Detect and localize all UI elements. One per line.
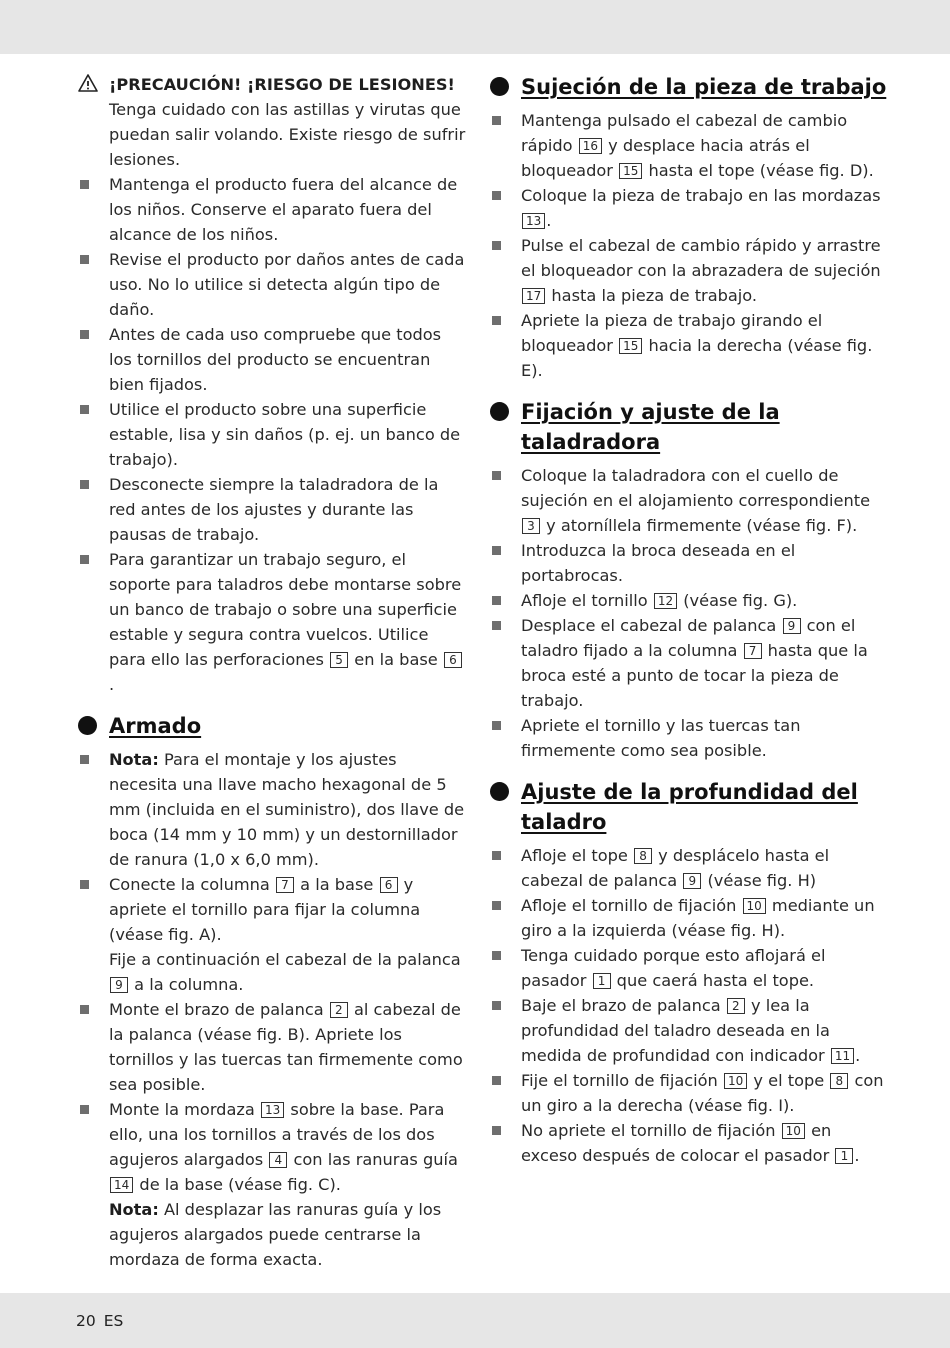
list-item: Coloque la taladradora con el cuello de sujeción en el alojamiento correspondiente 3 y atorníllela firmemente (véase fig. F). [490,463,890,538]
list-item: No apriete el tornillo de fijación 10 en exceso después de colocar el pasador 1 . [490,1118,890,1168]
square-bullet-icon [492,191,501,200]
part-reference: 8 [634,848,652,864]
page-footer [76,1312,131,1330]
square-bullet-icon [80,555,89,564]
section-title: Sujeción de la pieza de trabajo [521,75,887,99]
part-reference: 15 [619,338,642,354]
part-reference: 13 [522,213,545,229]
part-reference: 10 [782,1123,805,1139]
section-dot-icon [490,782,509,801]
list-item: Utilice el producto sobre una superficie estable, lisa y sin daños (p. ej. un banco de trabajo). [78,397,468,472]
part-reference: 12 [654,593,677,609]
square-bullet-icon [80,755,89,764]
part-reference: 14 [110,1177,133,1193]
square-bullet-icon [80,880,89,889]
square-bullet-icon [492,721,501,730]
list-item: Afloje el tornillo de fijación 10 mediante un giro a la izquierda (véase fig. H). [490,893,890,943]
square-bullet-icon [80,1005,89,1014]
square-bullet-icon [492,116,501,125]
square-bullet-icon [80,330,89,339]
section-heading-armado [78,711,468,741]
list-item: Pulse el cabezal de cambio rápido y arrastre el bloqueador con la abrazadera de sujeción 17 hasta la pieza de trabajo. [490,233,890,308]
square-bullet-icon [492,621,501,630]
square-bullet-icon [492,546,501,555]
square-bullet-icon [492,471,501,480]
square-bullet-icon [492,851,501,860]
part-reference: 2 [727,998,745,1014]
list-item: Antes de cada uso compruebe que todos los tornillos del producto se encuentran bien fijados. [78,322,468,397]
square-bullet-icon [492,596,501,605]
warning-title: ¡PRECAUCIÓN! ¡RIESGO DE LESIONES! [109,75,455,94]
section-heading-profundidad [490,777,890,837]
section-title: Armado [109,714,202,738]
section-dot-icon [490,77,509,96]
list-item: Afloje el tornillo 12 (véase fig. G). [490,588,890,613]
footer-band [0,1293,950,1348]
part-reference: 7 [744,643,762,659]
part-reference: 16 [579,138,602,154]
list-item: Mantenga el producto fuera del alcance de los niños. Conserve el aparato fuera del alcance de los niños. [78,172,468,247]
part-reference: 17 [522,288,545,304]
list-item: Baje el brazo de palanca 2 y lea la profundidad del taladro deseada en la medida de profundidad con indicador 11 . [490,993,890,1068]
part-reference: 5 [330,652,348,668]
list-item: Mantenga pulsado el cabezal de cambio rápido 16 y desplace hacia atrás el bloqueador 15 hasta el tope (véase fig. D). [490,108,890,183]
square-bullet-icon [80,480,89,489]
right-column [490,72,890,1168]
square-bullet-icon [492,951,501,960]
part-reference: 11 [831,1048,854,1064]
part-reference: 9 [110,977,128,993]
part-reference: 13 [261,1102,284,1118]
part-reference: 1 [593,973,611,989]
list-item: Tenga cuidado porque esto aflojará el pasador 1 que caerá hasta el tope. [490,943,890,993]
section-heading-sujecion [490,72,890,102]
part-reference: 3 [522,518,540,534]
part-reference: 9 [683,873,701,889]
square-bullet-icon [492,1126,501,1135]
part-reference: 10 [743,898,766,914]
list-item: Para garantizar un trabajo seguro, el soporte para taladros debe montarse sobre un banco de trabajo o sobre una superficie estable y segura contra vuelcos. Utilice para ello las perforaciones 5 en la base 6. [78,547,468,697]
part-reference: 6 [380,877,398,893]
square-bullet-icon [492,901,501,910]
page-language: ES [103,1312,124,1330]
warning-notice [78,72,468,172]
part-reference: 8 [830,1073,848,1089]
part-reference: 7 [276,877,294,893]
warning-text: Tenga cuidado con las astillas y virutas que puedan salir volando. Existe riesgo de sufrir lesiones. [109,100,466,169]
square-bullet-icon [80,255,89,264]
part-reference: 1 [835,1148,853,1164]
square-bullet-icon [492,1001,501,1010]
part-reference: 15 [619,163,642,179]
page-number: 20 [76,1312,96,1330]
section-dot-icon [78,716,97,735]
part-reference: 4 [269,1152,287,1168]
square-bullet-icon [80,1105,89,1114]
section-heading-fijacion [490,397,890,457]
section-title: Fijación y ajuste de la taladradora [521,400,780,454]
square-bullet-icon [80,405,89,414]
list-item: Introduzca la broca deseada en el portabrocas. [490,538,890,588]
square-bullet-icon [80,180,89,189]
list-item: Conecte la columna 7 a la base 6 y apriete el tornillo para fijar la columna (véase fig. A). Fije a continuación el cabezal de la palanca 9 a la columna. [78,872,468,997]
list-item: Nota: Para el montaje y los ajustes necesita una llave macho hexagonal de 5 mm (incluida en el suministro), dos llave de boca (14 mm y 10 mm) y un destornillador de ranura (1,0 x 6,0 mm). [78,747,468,872]
header-band [0,0,950,54]
list-item: Monte el brazo de palanca 2 al cabezal de la palanca (véase fig. B). Apriete los tornillos y las tuercas tan firmemente como sea posible. [78,997,468,1097]
part-reference: 6 [444,652,462,668]
list-item: Apriete el tornillo y las tuercas tan firmemente como sea posible. [490,713,890,763]
left-column [78,72,468,1272]
part-reference: 2 [330,1002,348,1018]
square-bullet-icon [492,241,501,250]
list-item: Afloje el tope 8 y desplácelo hasta el cabezal de palanca 9 (véase fig. H) [490,843,890,893]
list-item: Revise el producto por daños antes de cada uso. No lo utilice si detecta algún tipo de daño. [78,247,468,322]
square-bullet-icon [492,1076,501,1085]
list-item: Apriete la pieza de trabajo girando el bloqueador 15 hacia la derecha (véase fig. E). [490,308,890,383]
list-item: Monte la mordaza 13 sobre la base. Para ello, una los tornillos a través de los dos agujeros alargados 4 con las ranuras guía 14 de la base (véase fig. C). Nota: Al desplazar las ranuras guía y los agujeros alargados puede centrarse la mordaza de forma exacta. [78,1097,468,1272]
part-reference: 10 [724,1073,747,1089]
section-dot-icon [490,402,509,421]
list-item: Desplace el cabezal de palanca 9 con el taladro fijado a la columna 7 hasta que la broca esté a punto de tocar la pieza de trabajo. [490,613,890,713]
list-item: Coloque la pieza de trabajo en las mordazas 13 . [490,183,890,233]
square-bullet-icon [492,316,501,325]
list-item: Desconecte siempre la taladradora de la red antes de los ajustes y durante las pausas de trabajo. [78,472,468,547]
warning-triangle-icon [78,73,98,93]
part-reference: 9 [783,618,801,634]
list-item: Fije el tornillo de fijación 10 y el tope 8 con un giro a la derecha (véase fig. I). [490,1068,890,1118]
section-title: Ajuste de la profundidad del taladro [521,780,858,834]
